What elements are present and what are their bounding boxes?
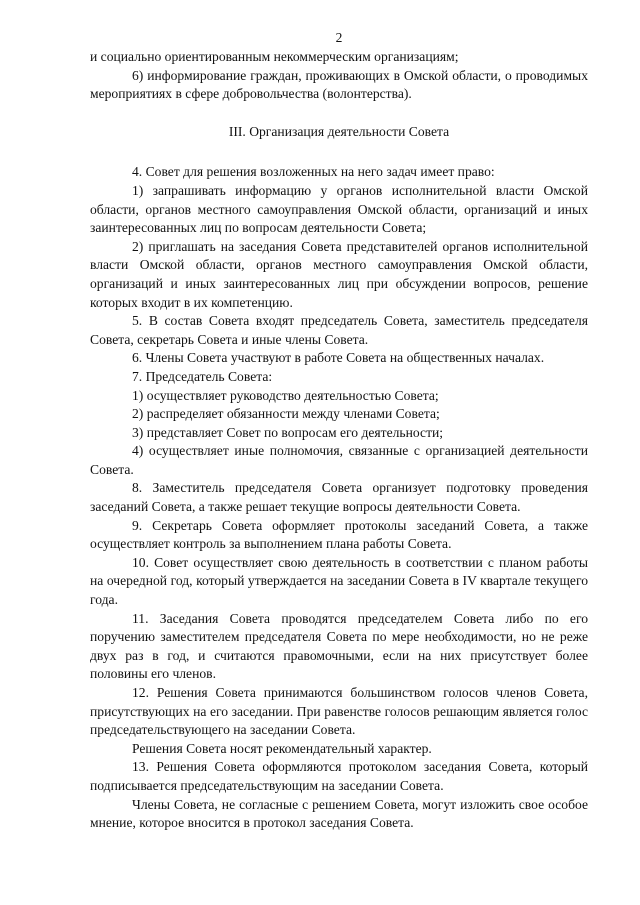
page-number: 2 [335, 30, 343, 45]
paragraph: Решения Совета носят рекомендательный характер. [132, 740, 432, 756]
paragraph: 4. Совет для решения возложенных на него задач имеет право: [132, 164, 495, 180]
intro-paragraphs [90, 48, 588, 104]
paragraph: 1) осуществляет руководство деятельностью Совета; [132, 387, 439, 403]
paragraph: 4) осуществляет иные полномочия, связанные с организацией деятельности Совета. [90, 443, 588, 477]
paragraph: и социально ориентированным некоммерческим организациям; [90, 49, 459, 64]
paragraph: 1) запрашивать информацию у органов исполнительной власти Омской области, органов местного самоуправления Омской области, организаций и иных заинтересованных лиц по вопросам деятельности Совета; [90, 182, 588, 236]
paragraph: Члены Совета, не согласные с решением Совета, могут изложить свое особое мнение, которое вносится в протокол заседания Совета. [90, 796, 588, 831]
section-body [90, 163, 588, 832]
paragraph: 9. Секретарь Совета оформляет протоколы заседаний Совета, а также осуществляет контроль за выполнением плана работы Совета. [90, 517, 588, 552]
paragraph: 8. Заместитель председателя Совета организует подготовку проведения заседаний Совета, а также решает текущие вопросы деятельности Совета. [90, 480, 588, 515]
paragraph: 11. Заседания Совета проводятся председателем Совета либо по его поручению заместителем председателя Совета по мере необходимости, но не реже двух раз в год, и считаются правомочными, если на них присутствует более половины его членов. [90, 610, 588, 682]
paragraph: 2) приглашать на заседания Совета представителей органов исполнительной власти Омской области, органов местного самоуправления Омской области, организаций и иных заинтересованных лиц при обсуждении вопросов, решение которых входит в их компетенцию. [90, 238, 588, 310]
paragraph: 5. В состав Совета входят председатель Совета, заместитель председателя Совета, секретарь Совета и иные члены Совета. [90, 313, 588, 347]
paragraph: 12. Решения Совета принимаются большинством голосов членов Совета, присутствующих на его заседании. При равенстве голосов решающим является голос председательствующего на заседании Совета. [90, 685, 588, 738]
paragraph: 6. Члены Совета участвуют в работе Совета на общественных началах. [132, 350, 545, 366]
paragraph: 2) распределяет обязанности между членами Совета; [132, 406, 440, 422]
paragraph: 6) информирование граждан, проживающих в Омской области, о проводимых мероприятиях в сфере добровольчества (волонтерства). [90, 67, 588, 102]
section-heading: III. Организация деятельности Совета [228, 123, 450, 139]
paragraph: 13. Решения Совета оформляются протоколом заседания Совета, который подписывается председательствующим на заседании Совета. [90, 759, 588, 793]
paragraph: 10. Совет осуществляет свою деятельность в соответствии с планом работы на очередной год, который утверждается на заседании Совета в IV квартале текущего года. [90, 554, 588, 608]
paragraph: 7. Председатель Совета: [132, 368, 273, 384]
paragraph: 3) представляет Совет по вопросам его деятельности; [132, 424, 444, 440]
